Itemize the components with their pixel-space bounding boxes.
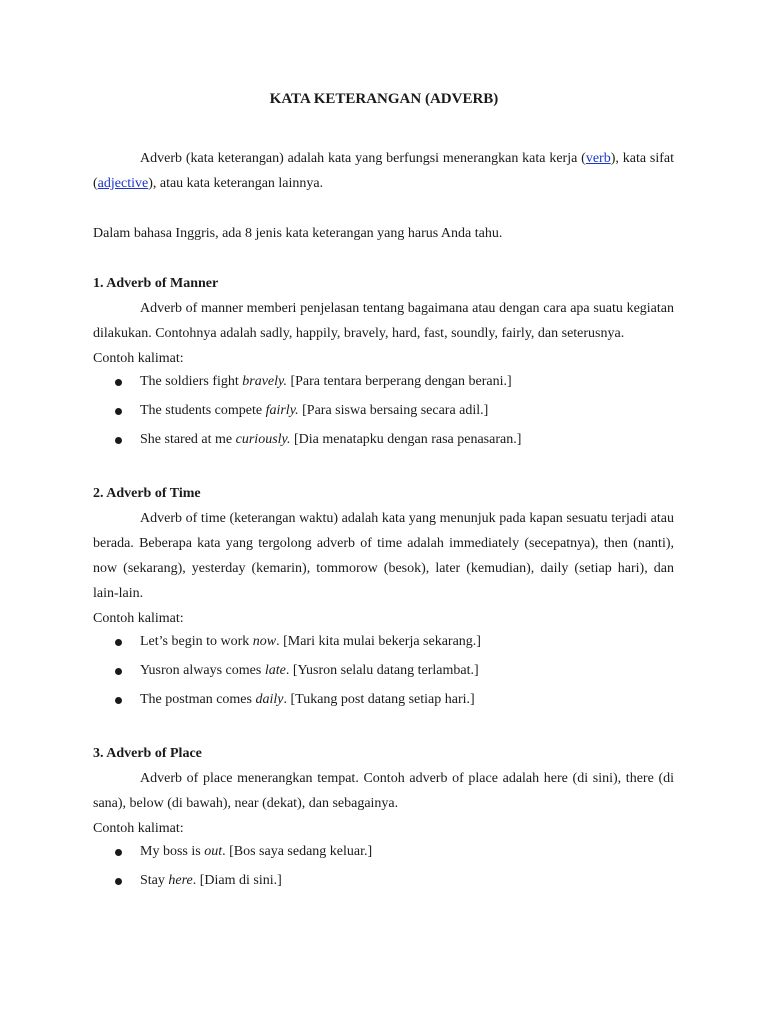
intro-text-b: ), kata sifat ( <box>93 151 674 191</box>
example-text: The postman comes <box>140 692 256 707</box>
bullet-icon <box>115 408 122 415</box>
section-heading-place: 3. Adverb of Place <box>93 746 202 761</box>
section-heading-time: 2. Adverb of Time <box>93 486 201 501</box>
example-text: She stared at me <box>140 432 236 447</box>
examples-label: Contoh kalimat: <box>93 821 184 836</box>
bullet-icon <box>115 379 122 386</box>
list-item <box>93 429 674 458</box>
verb-link[interactable]: verb <box>585 151 611 166</box>
list-item <box>93 689 674 718</box>
intro-text-a: Adverb (kata keterangan) adalah kata yang berfungsi menerangkan kata kerja ( <box>140 151 586 166</box>
example-translation: . [Diam di sini.] <box>192 873 282 888</box>
example-text: Stay <box>140 873 169 888</box>
example-text: My boss is <box>140 844 205 859</box>
section-paragraph-manner: Adverb of manner memberi penjelasan tentang bagaimana atau dengan cara apa suatu kegiatan dilakukan. Contohnya adalah sadly, happily, bravely, hard, fast, soundly, fairly, dan seterusnya. <box>93 301 674 341</box>
intro-paragraph-2: Dalam bahasa Inggris, ada 8 jenis kata keterangan yang harus Anda tahu. <box>93 226 503 241</box>
example-adverb: fairly. <box>265 403 299 418</box>
spacer <box>93 718 674 741</box>
example-list-time <box>93 631 674 718</box>
example-text: Let’s begin to work <box>140 634 253 649</box>
spacer <box>93 458 674 481</box>
example-text: The students compete <box>140 403 266 418</box>
intro-text-c: ), atau kata keterangan lainnya. <box>148 176 324 191</box>
example-translation: [Para tentara berperang dengan berani.] <box>286 374 512 389</box>
example-adverb: bravely. <box>242 374 287 389</box>
example-adverb: now <box>252 634 277 649</box>
bullet-icon <box>115 849 122 856</box>
example-adverb: daily <box>255 692 284 707</box>
section-paragraph-place: Adverb of place menerangkan tempat. Contoh adverb of place adalah here (di sini), there (di sana), below (di bawah), near (dekat), dan sebagainya. <box>93 771 674 811</box>
example-list-place <box>93 841 674 899</box>
list-item <box>93 660 674 689</box>
example-translation: [Dia menatapku dengan rasa penasaran.] <box>290 432 522 447</box>
example-adverb: here <box>168 873 193 888</box>
section-heading-manner: 1. Adverb of Manner <box>93 276 219 291</box>
bullet-icon <box>115 639 122 646</box>
example-translation: . [Tukang post datang setiap hari.] <box>283 692 475 707</box>
example-translation: [Para siswa bersaing secara adil.] <box>298 403 489 418</box>
list-item <box>93 631 674 660</box>
page-title: KATA KETERANGAN (ADVERB) <box>269 91 499 107</box>
bullet-icon <box>115 437 122 444</box>
list-item <box>93 870 674 899</box>
example-adverb: curiously. <box>235 432 291 447</box>
spacer <box>93 196 674 221</box>
examples-label: Contoh kalimat: <box>93 611 184 626</box>
document-body <box>93 146 674 899</box>
list-item <box>93 400 674 429</box>
example-text: The soldiers fight <box>140 374 243 389</box>
list-item <box>93 841 674 870</box>
spacer <box>93 246 674 271</box>
adjective-link[interactable]: adjective <box>97 176 149 191</box>
example-translation: . [Bos saya sedang keluar.] <box>222 844 373 859</box>
section-paragraph-time: Adverb of time (keterangan waktu) adalah kata yang menunjuk pada kapan sesuatu terjadi atau berada. Beberapa kata yang tergolong adverb of time adalah immediately (secepatnya), then (nanti), now (sekarang), yesterday (kemarin), tommorow (besok), later (kemudian), daily (setiap hari), dan lain-lain. <box>93 511 674 601</box>
bullet-icon <box>115 697 122 704</box>
example-list-manner <box>93 371 674 458</box>
example-translation: . [Yusron selalu datang terlambat.] <box>285 663 479 678</box>
example-translation: . [Mari kita mulai bekerja sekarang.] <box>276 634 481 649</box>
list-item <box>93 371 674 400</box>
bullet-icon <box>115 878 122 885</box>
bullet-icon <box>115 668 122 675</box>
example-adverb: out <box>204 844 223 859</box>
intro-paragraph <box>93 146 674 196</box>
example-adverb: late <box>264 663 286 678</box>
examples-label: Contoh kalimat: <box>93 351 184 366</box>
example-text: Yusron always comes <box>140 663 265 678</box>
